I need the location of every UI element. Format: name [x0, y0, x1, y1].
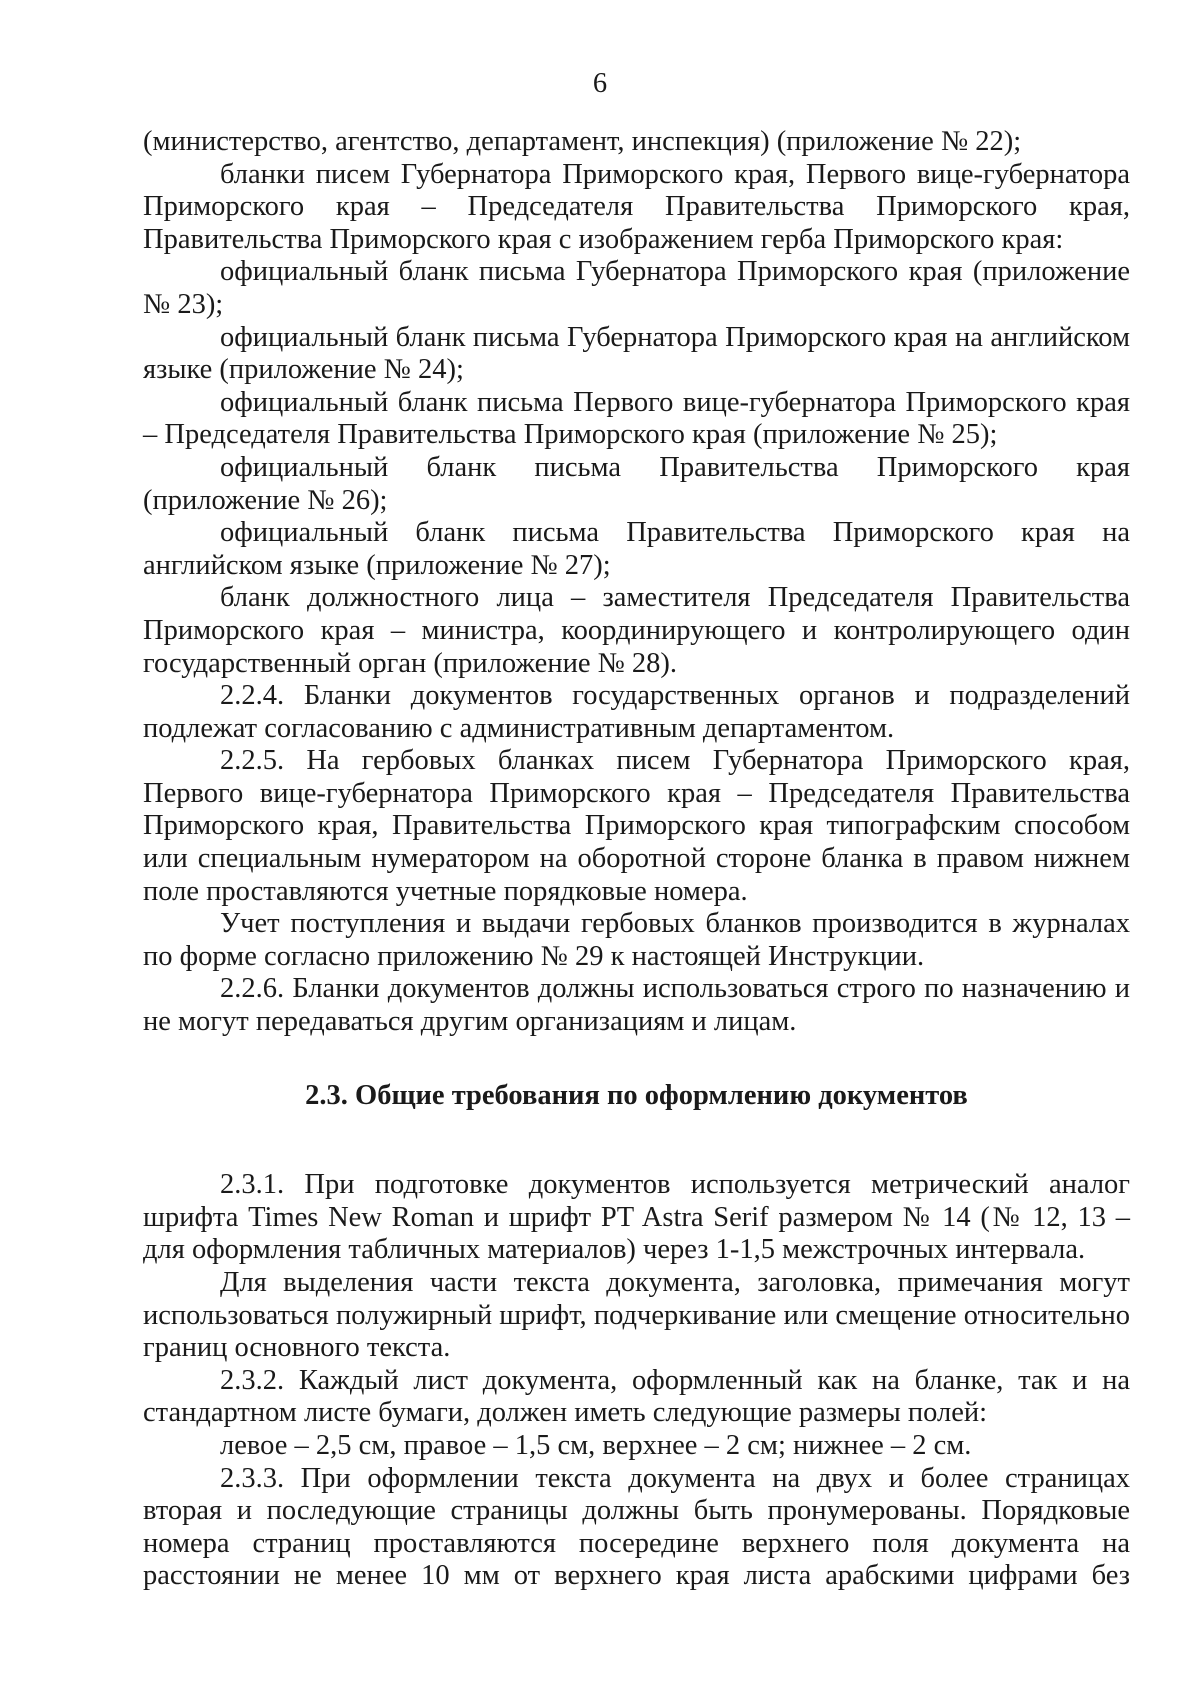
paragraph: официальный бланк письма Правительства Приморского края (приложение № 26);: [143, 451, 1130, 516]
section-heading: 2.3. Общие требования по оформлению документов: [305, 1079, 968, 1111]
page-number: 6: [592, 68, 608, 99]
paragraph: 2.3.3. При оформлении текста документа на двух и более страницах вторая и последующие страницы должны быть пронумерованы. Порядковые номера страниц проставляются посередине верхнего поля документа на расстоянии не менее 10 мм от верхнего края листа арабскими цифрами без: [143, 1462, 1130, 1592]
paragraph: бланки писем Губернатора Приморского края, Первого вице-губернатора Приморского края – Председателя Правительства Приморского края, Правительства Приморского края с изображением герба Приморского края:: [143, 158, 1130, 255]
paragraph: Учет поступления и выдачи гербовых бланков производится в журналах по форме согласно приложению № 29 к настоящей Инструкции.: [143, 908, 1130, 972]
paragraph: официальный бланк письма Губернатора Приморского края на английском языке (приложение № 24);: [143, 321, 1130, 386]
paragraph: 2.2.4. Бланки документов государственных органов и подразделений подлежат согласованию с административным департаментом.: [143, 680, 1130, 744]
paragraph: 2.3.1. При подготовке документов используется метрический аналог шрифта Times New Roman и шрифт PT Astra Serif размером № 14 (№ 12, 13 – для оформления табличных материалов) через 1-1,5 межстрочных интервала.: [143, 1169, 1130, 1266]
paragraph: 2.2.6. Бланки документов должны использоваться строго по назначению и не могут передаваться другим организациям и лицам.: [143, 973, 1130, 1038]
paragraph: бланк должностного лица – заместителя Председателя Правительства Приморского края – министра, координирующего и контролирующего один государственный орган (приложение № 28).: [143, 582, 1130, 679]
paragraph: официальный бланк письма Губернатора Приморского края (приложение № 23);: [143, 256, 1130, 320]
paragraph: официальный бланк письма Первого вице-губернатора Приморского края – Председателя Правительства Приморского края (приложение № 25);: [143, 386, 1130, 451]
paragraph: 2.2.5. На гербовых бланках писем Губернатора Приморского края, Первого вице-губернатора Приморского края – Председателя Правительства Приморского края, Правительства Приморского края типографским способом или специальным нумератором на оборотной стороне бланка в правом нижнем поле проставляются учетные порядковые номера.: [143, 745, 1130, 907]
document-body: [143, 126, 1130, 1593]
paragraph: (министерство, агентство, департамент, инспекция) (приложение № 22);: [143, 126, 1022, 157]
paragraph: Для выделения части текста документа, заголовка, примечания могут использоваться полужирный шрифт, подчеркивание или смещение относительно границ основного текста.: [143, 1267, 1130, 1364]
paragraph: 2.3.2. Каждый лист документа, оформленный как на бланке, так и на стандартном листе бумаги, должен иметь следующие размеры полей:: [143, 1364, 1130, 1429]
paragraph: официальный бланк письма Правительства Приморского края на английском языке (приложение № 27);: [143, 517, 1130, 581]
paragraph: левое – 2,5 см, правое – 1,5 см, верхнее – 2 см; нижнее – 2 см.: [220, 1429, 972, 1461]
